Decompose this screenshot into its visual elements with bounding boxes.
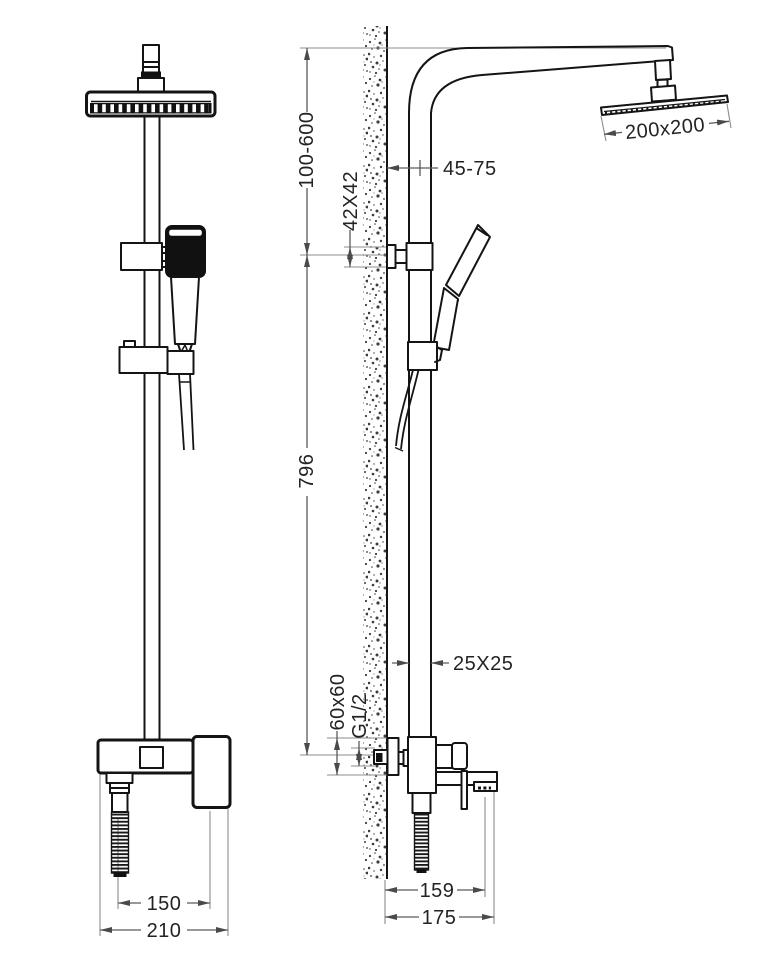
wall-bracket-side bbox=[387, 243, 433, 270]
dim-spout-outlet-reach bbox=[385, 880, 485, 902]
dim-wall-bracket-plate bbox=[340, 171, 362, 267]
slider-holder-side bbox=[408, 342, 437, 370]
mixer-handle-front bbox=[193, 737, 230, 808]
dim-label-spout-total-reach: 175 bbox=[421, 907, 457, 929]
dim-shower-head-size bbox=[604, 114, 729, 144]
hose-connector-side bbox=[413, 793, 431, 813]
dim-mixer-escutcheon bbox=[327, 674, 349, 776]
slider-holder-front bbox=[120, 347, 168, 373]
mixer-escutcheon bbox=[388, 738, 399, 775]
riser-column-and-arm bbox=[409, 46, 673, 737]
dim-column-height bbox=[296, 255, 318, 755]
dim-label-column-profile: 25X25 bbox=[453, 653, 514, 675]
dim-label-mixer-body-width: 210 bbox=[146, 920, 182, 942]
dim-outlet-to-handle bbox=[118, 893, 210, 915]
dim-label-inlet-thread: G1/2 bbox=[349, 693, 371, 739]
holder-cradle bbox=[168, 351, 194, 374]
shower-hose-front bbox=[179, 374, 194, 450]
dim-height-adjust-range bbox=[296, 48, 318, 255]
dim-mixer-body-width bbox=[100, 920, 228, 942]
coiled-hose-side bbox=[415, 813, 429, 870]
dim-spout-total-reach bbox=[385, 907, 494, 929]
mixer-side bbox=[374, 737, 497, 873]
dim-label-shower-head-size: 200x200 bbox=[624, 113, 707, 145]
hose-connector-front bbox=[112, 793, 128, 812]
dim-label-spout-outlet-reach: 159 bbox=[419, 880, 455, 902]
dim-label-outlet-to-handle: 150 bbox=[146, 893, 182, 915]
coiled-hose-end-front bbox=[114, 872, 127, 877]
hand-shower-cap bbox=[169, 229, 203, 237]
cartridge-cap bbox=[452, 743, 467, 769]
riser-column-front bbox=[145, 116, 160, 740]
dim-label-mixer-escutcheon: 60x60 bbox=[327, 673, 349, 731]
mixer-body-side bbox=[408, 737, 436, 793]
mixer-lever-side bbox=[462, 771, 468, 809]
dim-wall-offset-range bbox=[387, 158, 497, 180]
mixer-badge bbox=[140, 747, 163, 768]
front-view bbox=[87, 45, 231, 877]
coiled-hose-end bbox=[417, 869, 427, 873]
head-stem-front bbox=[138, 45, 164, 93]
dim-column-profile bbox=[392, 653, 513, 675]
rain-head-front bbox=[87, 92, 216, 116]
coiled-hose-front bbox=[112, 812, 129, 873]
shower-hose-side bbox=[396, 370, 419, 449]
dim-label-wall-offset-range: 45-75 bbox=[443, 158, 497, 180]
dim-label-height-adjust-range: 100-600 bbox=[296, 111, 318, 189]
outlet-flange bbox=[107, 773, 133, 783]
inlet-fitting-dark bbox=[376, 753, 383, 762]
hand-shower-handle bbox=[171, 277, 199, 344]
dim-label-column-height: 796 bbox=[296, 453, 318, 489]
dim-label-wall-bracket-plate: 42X42 bbox=[340, 170, 362, 232]
wall-bracket-front bbox=[121, 243, 169, 270]
head-ball-joint bbox=[651, 60, 676, 105]
